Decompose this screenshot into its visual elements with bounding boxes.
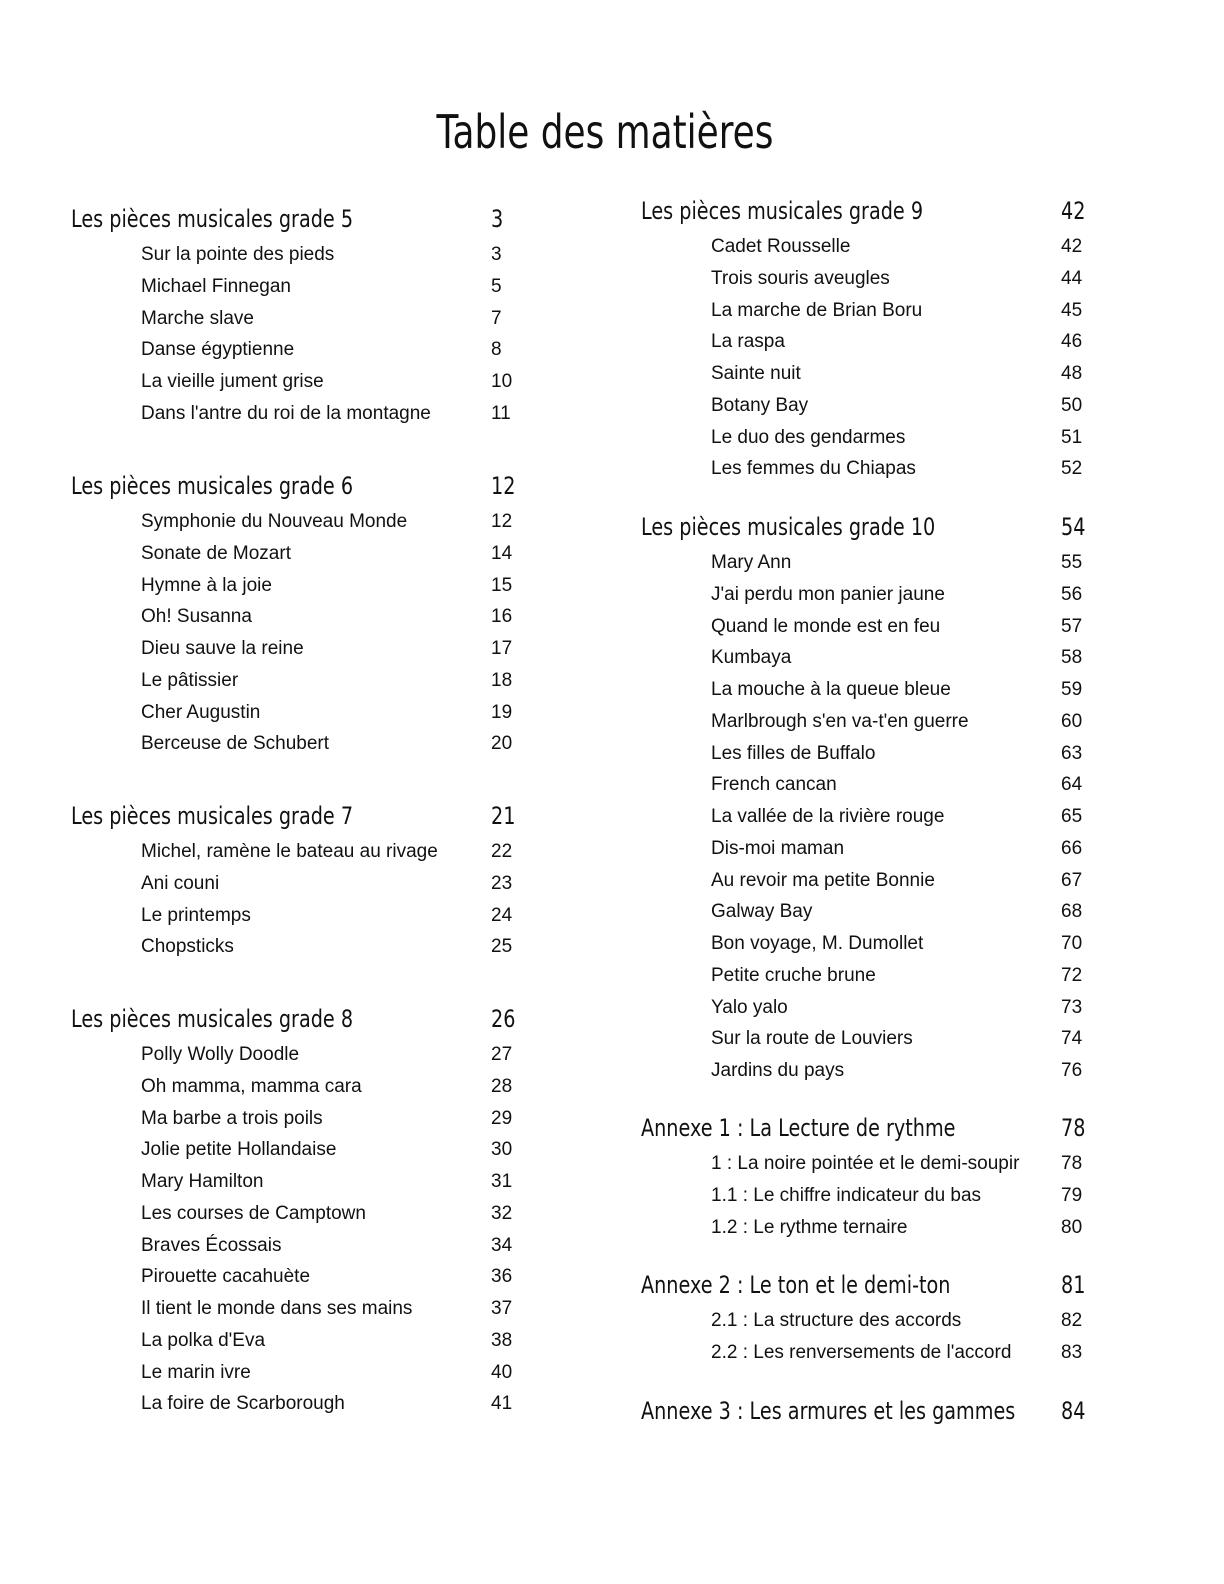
section-title: Les pièces musicales grade 7 bbox=[71, 802, 354, 830]
section-heading[interactable] bbox=[641, 1265, 1087, 1305]
entry-title: Le pâtissier bbox=[141, 669, 239, 691]
section-page-number: 21 bbox=[491, 802, 516, 830]
entry-title: Sur la route de Louviers bbox=[711, 1028, 913, 1050]
entry-page-number: 19 bbox=[491, 701, 513, 723]
entry-page-number: 78 bbox=[1061, 1153, 1083, 1174]
toc-entry[interactable] bbox=[641, 1055, 1087, 1087]
entry-title: 1.1 : Le chiffre indicateur du bas bbox=[711, 1184, 982, 1206]
entry-page-number: 12 bbox=[491, 511, 513, 532]
section-title: Annexe 3 : Les armures et les gammes bbox=[641, 1397, 1016, 1425]
entry-page-number: 72 bbox=[1061, 964, 1083, 986]
entry-title: Le duo des gendarmes bbox=[711, 426, 906, 448]
toc-entry[interactable] bbox=[641, 1337, 1087, 1369]
entry-page-number: 30 bbox=[491, 1139, 513, 1161]
entry-page-number: 10 bbox=[491, 371, 513, 392]
toc-section bbox=[641, 1391, 1087, 1431]
entry-page-number: 24 bbox=[491, 904, 513, 926]
toc-entry[interactable] bbox=[641, 295, 1087, 327]
entry-title: Chopsticks bbox=[141, 936, 234, 958]
entry-page-number: 15 bbox=[491, 574, 513, 596]
toc-entry[interactable] bbox=[71, 271, 517, 303]
entry-page-number: 8 bbox=[491, 339, 502, 361]
section-heading[interactable] bbox=[641, 191, 1087, 231]
entry-title: Dans l'antre du roi de la montagne bbox=[141, 402, 431, 424]
entry-title: Au revoir ma petite Bonnie bbox=[711, 869, 935, 891]
entry-page-number: 28 bbox=[491, 1075, 513, 1097]
section-page-number: 84 bbox=[1061, 1397, 1086, 1425]
page-title: Table des matières bbox=[436, 104, 774, 159]
entry-page-number: 38 bbox=[491, 1329, 513, 1351]
entry-title: Le marin ivre bbox=[141, 1361, 251, 1383]
toc-entry[interactable] bbox=[71, 1357, 517, 1389]
entry-page-number: 31 bbox=[491, 1171, 513, 1192]
toc-entry[interactable] bbox=[641, 928, 1087, 960]
entry-page-number: 3 bbox=[491, 244, 502, 265]
entry-page-number: 25 bbox=[491, 936, 513, 958]
entry-title: Jardins du pays bbox=[711, 1060, 845, 1081]
entry-page-number: 57 bbox=[1061, 615, 1083, 637]
toc-entry[interactable] bbox=[641, 1148, 1087, 1180]
toc-entry[interactable] bbox=[71, 633, 517, 665]
entry-title: Les femmes du Chiapas bbox=[711, 458, 916, 480]
section-heading[interactable] bbox=[71, 466, 517, 506]
entry-page-number: 45 bbox=[1061, 299, 1083, 321]
toc-entry[interactable] bbox=[71, 334, 517, 366]
section-page-number: 81 bbox=[1061, 1271, 1086, 1299]
toc-entry[interactable] bbox=[71, 1325, 517, 1357]
entry-page-number: 16 bbox=[491, 606, 513, 628]
toc-entry[interactable] bbox=[71, 1388, 517, 1420]
entry-page-number: 55 bbox=[1061, 552, 1083, 573]
entry-page-number: 58 bbox=[1061, 647, 1083, 669]
entry-title: Galway Bay bbox=[711, 901, 813, 923]
entry-title: La marche de Brian Boru bbox=[711, 299, 923, 321]
entry-page-number: 50 bbox=[1061, 394, 1083, 416]
toc-section bbox=[641, 191, 1087, 485]
toc-entry[interactable] bbox=[641, 896, 1087, 928]
toc-entry[interactable] bbox=[71, 1134, 517, 1166]
toc-section bbox=[71, 999, 517, 1420]
toc-entry[interactable] bbox=[71, 900, 517, 932]
toc-entry[interactable] bbox=[641, 801, 1087, 833]
toc-entry[interactable] bbox=[71, 366, 517, 398]
toc-entry[interactable] bbox=[641, 1023, 1087, 1055]
entry-title: Ma barbe a trois poils bbox=[141, 1107, 323, 1129]
entry-title: 2.2 : Les renversements de l'accord bbox=[711, 1341, 1012, 1363]
entry-page-number: 27 bbox=[491, 1044, 513, 1065]
entry-title: Les courses de Camptown bbox=[141, 1202, 366, 1224]
toc-entry[interactable] bbox=[71, 303, 517, 335]
entry-page-number: 60 bbox=[1061, 710, 1083, 732]
entry-page-number: 40 bbox=[491, 1361, 513, 1383]
toc-entry[interactable] bbox=[641, 263, 1087, 295]
toc-entry[interactable] bbox=[71, 506, 517, 538]
entry-page-number: 59 bbox=[1061, 679, 1083, 700]
entry-page-number: 29 bbox=[491, 1107, 513, 1129]
toc-entry[interactable] bbox=[71, 1071, 517, 1103]
toc-entry[interactable] bbox=[71, 868, 517, 900]
entry-page-number: 79 bbox=[1061, 1184, 1083, 1206]
entry-title: Oh mamma, mamma cara bbox=[141, 1075, 362, 1097]
entry-page-number: 17 bbox=[491, 638, 513, 659]
section-title: Les pièces musicales grade 8 bbox=[71, 1005, 354, 1033]
entry-page-number: 34 bbox=[491, 1234, 513, 1256]
toc-entry[interactable] bbox=[71, 570, 517, 602]
section-heading[interactable] bbox=[641, 1108, 1087, 1148]
entry-title: La mouche à la queue bleue bbox=[711, 679, 951, 700]
entry-page-number: 37 bbox=[491, 1298, 513, 1319]
entry-page-number: 32 bbox=[491, 1202, 513, 1224]
entry-page-number: 83 bbox=[1061, 1341, 1083, 1363]
entry-page-number: 52 bbox=[1061, 458, 1083, 480]
toc-entry[interactable] bbox=[641, 865, 1087, 897]
entry-page-number: 18 bbox=[491, 669, 513, 691]
toc-section bbox=[641, 1108, 1087, 1243]
entry-title: Symphonie du Nouveau Monde bbox=[141, 511, 408, 532]
entry-page-number: 82 bbox=[1061, 1310, 1083, 1331]
entry-page-number: 66 bbox=[1061, 837, 1083, 859]
section-heading[interactable] bbox=[71, 999, 517, 1039]
entry-page-number: 46 bbox=[1061, 331, 1083, 353]
entry-title: 2.1 : La structure des accords bbox=[711, 1310, 962, 1331]
entry-title: La polka d'Eva bbox=[141, 1329, 266, 1351]
toc-entry[interactable] bbox=[641, 390, 1087, 422]
section-title: Les pièces musicales grade 6 bbox=[71, 472, 354, 500]
toc-entry[interactable] bbox=[641, 769, 1087, 801]
section-heading[interactable] bbox=[641, 1391, 1087, 1431]
entry-title: Braves Écossais bbox=[141, 1234, 282, 1256]
toc-section bbox=[71, 466, 517, 760]
toc-entry[interactable] bbox=[71, 1230, 517, 1262]
toc-entry[interactable] bbox=[71, 1166, 517, 1198]
entry-title: Hymne à la joie bbox=[141, 574, 272, 596]
entry-title: Il tient le monde dans ses mains bbox=[141, 1298, 413, 1319]
entry-page-number: 80 bbox=[1061, 1216, 1083, 1238]
entry-page-number: 11 bbox=[491, 402, 511, 424]
entry-title: Michel, ramène le bateau au rivage bbox=[141, 841, 438, 862]
entry-title: La vieille jument grise bbox=[141, 371, 324, 392]
toc-entry[interactable] bbox=[71, 836, 517, 868]
entry-title: La raspa bbox=[711, 331, 785, 353]
entry-title: Bon voyage, M. Dumollet bbox=[711, 933, 924, 954]
entry-title: Cadet Rousselle bbox=[711, 236, 851, 257]
toc-entry[interactable] bbox=[71, 239, 517, 271]
toc-entry[interactable] bbox=[641, 706, 1087, 738]
toc-entry[interactable] bbox=[641, 579, 1087, 611]
entry-page-number: 5 bbox=[491, 275, 502, 297]
section-page-number: 78 bbox=[1061, 1114, 1086, 1142]
entry-page-number: 23 bbox=[491, 872, 513, 894]
section-title: Les pièces musicales grade 10 bbox=[641, 513, 936, 541]
toc-entry[interactable] bbox=[641, 1305, 1087, 1337]
section-heading[interactable] bbox=[641, 507, 1087, 547]
entry-title: Mary Hamilton bbox=[141, 1171, 264, 1192]
entry-page-number: 63 bbox=[1061, 742, 1083, 764]
entry-page-number: 22 bbox=[491, 841, 513, 862]
toc-entry[interactable] bbox=[71, 398, 517, 430]
entry-title: Les filles de Buffalo bbox=[711, 742, 876, 764]
entry-page-number: 74 bbox=[1061, 1028, 1083, 1050]
toc-entry[interactable] bbox=[641, 960, 1087, 992]
entry-page-number: 70 bbox=[1061, 933, 1083, 954]
entry-title: Ani couni bbox=[141, 872, 220, 894]
toc-entry[interactable] bbox=[71, 538, 517, 570]
toc-entry[interactable] bbox=[71, 697, 517, 729]
entry-page-number: 7 bbox=[491, 307, 502, 329]
entry-title: Dis-moi maman bbox=[711, 837, 845, 859]
toc-entry[interactable] bbox=[71, 1261, 517, 1293]
toc-entry[interactable] bbox=[71, 601, 517, 633]
toc-entry[interactable] bbox=[641, 674, 1087, 706]
entry-title: Mary Ann bbox=[711, 552, 792, 573]
entry-page-number: 68 bbox=[1061, 901, 1083, 923]
entry-page-number: 67 bbox=[1061, 869, 1083, 891]
section-page-number: 42 bbox=[1061, 197, 1086, 225]
toc-entry[interactable] bbox=[71, 931, 517, 963]
entry-title: La foire de Scarborough bbox=[141, 1393, 345, 1415]
entry-title: Trois souris aveugles bbox=[711, 267, 890, 289]
entry-page-number: 41 bbox=[491, 1393, 513, 1415]
entry-title: Petite cruche brune bbox=[711, 964, 876, 986]
toc-entry[interactable] bbox=[641, 358, 1087, 390]
section-page-number: 26 bbox=[491, 1005, 516, 1033]
entry-page-number: 20 bbox=[491, 733, 513, 755]
entry-title: Jolie petite Hollandaise bbox=[141, 1139, 337, 1161]
entry-title: J'ai perdu mon panier jaune bbox=[711, 583, 945, 605]
entry-title: Sonate de Mozart bbox=[141, 542, 291, 564]
entry-title: Sainte nuit bbox=[711, 363, 801, 384]
entry-page-number: 65 bbox=[1061, 806, 1083, 827]
entry-page-number: 48 bbox=[1061, 363, 1083, 384]
toc-section bbox=[71, 199, 517, 430]
toc-section bbox=[641, 1265, 1087, 1369]
section-title: Annexe 2 : Le ton et le demi-ton bbox=[641, 1271, 951, 1299]
entry-title: Marche slave bbox=[141, 307, 254, 329]
section-title: Les pièces musicales grade 9 bbox=[641, 197, 924, 225]
toc-section bbox=[71, 796, 517, 963]
toc-section bbox=[641, 507, 1087, 1087]
toc-entry[interactable] bbox=[71, 728, 517, 760]
toc-entry[interactable] bbox=[71, 1103, 517, 1135]
entry-title: Oh! Susanna bbox=[141, 606, 252, 628]
entry-page-number: 64 bbox=[1061, 774, 1083, 796]
toc-entry[interactable] bbox=[641, 547, 1087, 579]
entry-title: Michael Finnegan bbox=[141, 275, 291, 297]
entry-title: Kumbaya bbox=[711, 647, 792, 669]
entry-title: Berceuse de Schubert bbox=[141, 733, 330, 755]
section-heading[interactable] bbox=[71, 199, 517, 239]
entry-title: Pirouette cacahuète bbox=[141, 1266, 311, 1288]
toc-entry[interactable] bbox=[641, 611, 1087, 643]
section-page-number: 3 bbox=[491, 205, 504, 233]
entry-title: Botany Bay bbox=[711, 394, 809, 416]
entry-page-number: 42 bbox=[1061, 236, 1083, 257]
entry-title: French cancan bbox=[711, 774, 837, 796]
entry-page-number: 44 bbox=[1061, 267, 1083, 289]
entry-page-number: 76 bbox=[1061, 1060, 1083, 1081]
toc-entry[interactable] bbox=[641, 453, 1087, 485]
toc-entry[interactable] bbox=[641, 642, 1087, 674]
entry-page-number: 73 bbox=[1061, 996, 1083, 1018]
section-title: Annexe 1 : La Lecture de rythme bbox=[641, 1114, 956, 1142]
entry-page-number: 14 bbox=[491, 542, 513, 564]
entry-title: Dieu sauve la reine bbox=[141, 638, 304, 659]
entry-title: 1 : La noire pointée et le demi-soupir bbox=[711, 1153, 1020, 1174]
toc-entry[interactable] bbox=[71, 665, 517, 697]
toc-entry[interactable] bbox=[641, 1180, 1087, 1212]
entry-page-number: 56 bbox=[1061, 583, 1083, 605]
toc-entry[interactable] bbox=[641, 992, 1087, 1024]
entry-page-number: 36 bbox=[491, 1266, 513, 1288]
entry-page-number: 51 bbox=[1061, 426, 1083, 448]
section-page-number: 54 bbox=[1061, 513, 1086, 541]
section-page-number: 12 bbox=[491, 472, 516, 500]
entry-title: Marlbrough s'en va-t'en guerre bbox=[711, 710, 969, 732]
entry-title: Yalo yalo bbox=[711, 996, 788, 1018]
toc-entry[interactable] bbox=[641, 738, 1087, 770]
toc-entry[interactable] bbox=[641, 422, 1087, 454]
toc-entry[interactable] bbox=[71, 1293, 517, 1325]
toc-entry[interactable] bbox=[641, 1212, 1087, 1244]
section-heading[interactable] bbox=[71, 796, 517, 836]
entry-title: Cher Augustin bbox=[141, 701, 261, 723]
toc-entry[interactable] bbox=[641, 231, 1087, 263]
entry-title: Danse égyptienne bbox=[141, 339, 295, 361]
toc-entry[interactable] bbox=[71, 1198, 517, 1230]
entry-title: 1.2 : Le rythme ternaire bbox=[711, 1216, 908, 1238]
toc-entry[interactable] bbox=[641, 326, 1087, 358]
toc-entry[interactable] bbox=[641, 833, 1087, 865]
entry-title: Sur la pointe des pieds bbox=[141, 244, 335, 265]
entry-title: La vallée de la rivière rouge bbox=[711, 806, 945, 827]
section-title: Les pièces musicales grade 5 bbox=[71, 205, 354, 233]
toc-entry[interactable] bbox=[71, 1039, 517, 1071]
entry-title: Polly Wolly Doodle bbox=[141, 1044, 300, 1065]
entry-title: Quand le monde est en feu bbox=[711, 615, 941, 637]
entry-title: Le printemps bbox=[141, 904, 251, 926]
